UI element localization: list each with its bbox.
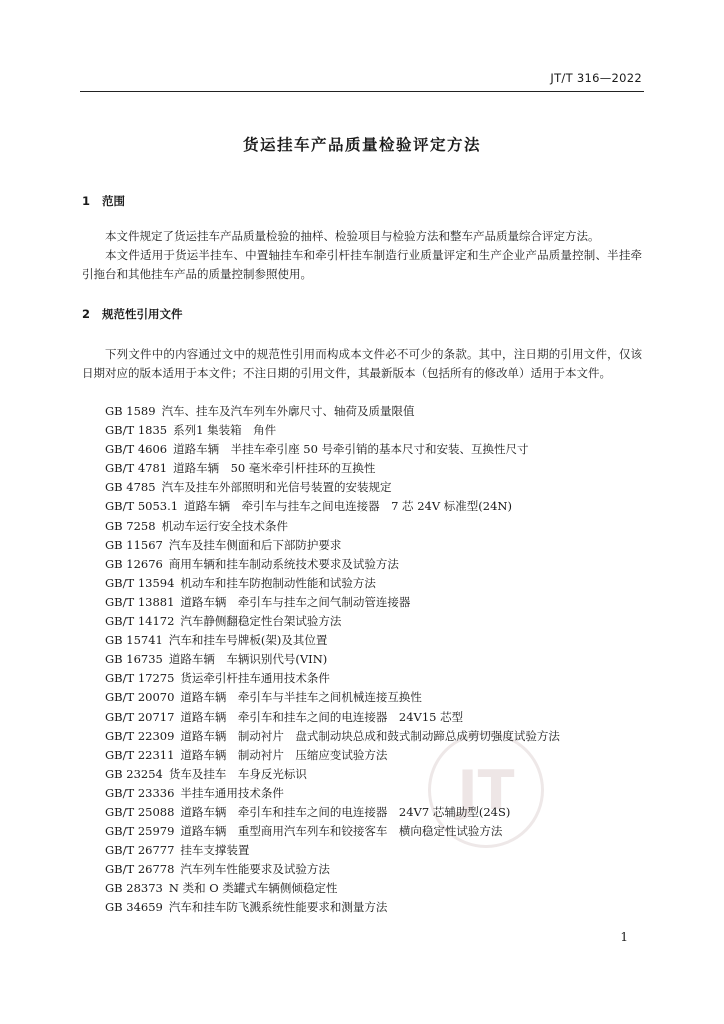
reference-title: 道路车辆 车辆识别代号(VIN): [168, 652, 328, 667]
standard-code: JT/T 316—2022: [550, 71, 642, 85]
reference-item: [105, 746, 560, 765]
reference-item: [105, 860, 560, 879]
reference-item: [105, 459, 560, 478]
jt-watermark-logo: JT: [428, 732, 544, 848]
reference-title: 汽车静侧翻稳定性台架试验方法: [180, 614, 342, 629]
reference-title: 挂车支撑装置: [180, 843, 250, 858]
reference-title: 道路车辆 半挂车牵引座 50 号牵引销的基本尺寸和安装、互换性尺寸: [173, 442, 529, 457]
reference-code: GB/T 22311: [105, 747, 175, 762]
section-heading-normative-references: [82, 306, 183, 322]
reference-code: GB/T 13594: [105, 575, 175, 590]
section-number: 1: [82, 194, 91, 208]
reference-title: 道路车辆 重型商用汽车列车和铰接客车 横向稳定性试验方法: [180, 824, 503, 839]
reference-item: [105, 898, 560, 917]
reference-item: [105, 784, 560, 803]
reference-title: 汽车及挂车侧面和后下部防护要求: [168, 537, 342, 552]
reference-item: [105, 879, 560, 898]
reference-title: 道路车辆 制动衬片 盘式制动块总成和鼓式制动蹄总成剪切强度试验方法: [180, 728, 560, 743]
reference-item: [105, 688, 560, 707]
reference-title: 机动车运行安全技术条件: [161, 518, 289, 533]
reference-item: [105, 593, 560, 612]
reference-code: GB/T 17275: [105, 671, 175, 686]
reference-title: 系列1 集装箱 角件: [173, 423, 277, 438]
reference-code: GB/T 26777: [105, 843, 175, 858]
reference-item: [105, 708, 560, 727]
reference-code: GB 34659: [105, 900, 163, 915]
reference-code: GB/T 25088: [105, 804, 175, 819]
reference-code: GB/T 13881: [105, 594, 175, 609]
reference-code: GB/T 20717: [105, 709, 175, 724]
reference-item: [105, 727, 560, 746]
reference-code: GB/T 4781: [105, 461, 168, 476]
reference-title: 道路车辆 牵引车与挂车之间气制动管连接器: [180, 594, 411, 609]
reference-title: 道路车辆 牵引车与挂车之间电连接器 7 芯 24V 标准型(24N): [184, 499, 512, 514]
reference-title: 道路车辆 50 毫米牵引杆挂环的互换性: [173, 461, 376, 476]
reference-code: GB/T 22309: [105, 728, 175, 743]
reference-item: [105, 765, 560, 784]
reference-title: 货车及挂车 车身反光标识: [168, 766, 307, 781]
scope-paragraph-1: 本文件规定了货运挂车产品质量检验的抽样、检验项目与检验方法和整车产品质量综合评定方法。: [105, 229, 600, 243]
reference-code: GB/T 14172: [105, 614, 175, 629]
reference-title: 商用车辆和挂车制动系统技术要求及试验方法: [168, 556, 399, 571]
reference-code: GB 15741: [105, 633, 163, 648]
reference-item: [105, 803, 560, 822]
header-divider: [80, 91, 644, 92]
reference-code: GB/T 5053.1: [105, 499, 179, 514]
reference-title: 机动车和挂车防抱制动性能和试验方法: [180, 575, 376, 590]
reference-title: 汽车、挂车及汽车列车外廓尺寸、轴荷及质量限值: [161, 404, 415, 418]
reference-item: [105, 650, 560, 669]
reference-code: GB 7258: [105, 518, 156, 533]
reference-code: GB 4785: [105, 480, 156, 495]
document-title: 货运挂车产品质量检验评定方法: [242, 136, 481, 154]
reference-title: 道路车辆 牵引车与半挂车之间机械连接互换性: [180, 690, 422, 705]
reference-code: GB 1589: [105, 404, 156, 418]
reference-title: 道路车辆 牵引车和挂车之间的电连接器 24V7 芯辅助型(24S): [180, 804, 511, 819]
reference-code: GB/T 25979: [105, 824, 175, 839]
reference-item: [105, 402, 560, 421]
reference-item: [105, 478, 560, 497]
reference-list: [105, 402, 560, 918]
reference-item: [105, 555, 560, 574]
scope-paragraph-2: 本文件适用于货运半挂车、中置轴挂车和牵引杆挂车制造行业质量评定和生产企业产品质量控制、半挂牵引拖台和其他挂车产品的质量控制参照使用。: [82, 248, 642, 281]
reference-code: GB 28373: [105, 881, 163, 896]
reference-item: [105, 631, 560, 650]
reference-title: 道路车辆 牵引车和挂车之间的电连接器 24V15 芯型: [180, 709, 464, 724]
reference-code: GB/T 26778: [105, 862, 175, 877]
page-number: 1: [620, 930, 628, 944]
reference-item: [105, 497, 560, 516]
reference-item: [105, 612, 560, 631]
reference-item: [105, 574, 560, 593]
reference-item: [105, 536, 560, 555]
reference-code: GB 12676: [105, 556, 163, 571]
reference-item: [105, 669, 560, 688]
reference-item: [105, 841, 560, 860]
section-heading-scope: [82, 193, 125, 209]
section-number: 2: [82, 307, 91, 321]
reference-code: GB/T 1835: [105, 423, 168, 438]
references-intro-paragraph: 下列文件中的内容通过文中的规范性引用而构成本文件必不可少的条款。其中，注日期的引用文件，仅该日期对应的版本适用于本文件；不注日期的引用文件，其最新版本（包括所有的修改单）适用于本文件。: [82, 347, 642, 380]
reference-item: [105, 822, 560, 841]
reference-code: GB/T 20070: [105, 690, 175, 705]
section-title: 规范性引用文件: [102, 307, 183, 321]
reference-title: 货运牵引杆挂车通用技术条件: [180, 671, 330, 686]
reference-code: GB 16735: [105, 652, 163, 667]
section-title: 范围: [102, 194, 125, 208]
reference-title: 半挂车通用技术条件: [180, 785, 284, 800]
reference-title: 汽车及挂车外部照明和光信号装置的安装规定: [161, 480, 392, 495]
reference-title: 汽车列车性能要求及试验方法: [180, 862, 330, 877]
reference-title: N 类和 O 类罐式车辆侧倾稳定性: [168, 881, 338, 896]
reference-code: GB 23254: [105, 766, 163, 781]
reference-item: [105, 517, 560, 536]
reference-item: [105, 421, 560, 440]
reference-code: GB/T 4606: [105, 442, 168, 457]
reference-code: GB 11567: [105, 537, 163, 552]
reference-title: 道路车辆 制动衬片 压缩应变试验方法: [180, 747, 388, 762]
reference-code: GB/T 23336: [105, 785, 175, 800]
reference-title: 汽车和挂车号牌板(架)及其位置: [168, 633, 328, 648]
reference-item: [105, 440, 560, 459]
reference-title: 汽车和挂车防飞溅系统性能要求和测量方法: [168, 900, 388, 915]
